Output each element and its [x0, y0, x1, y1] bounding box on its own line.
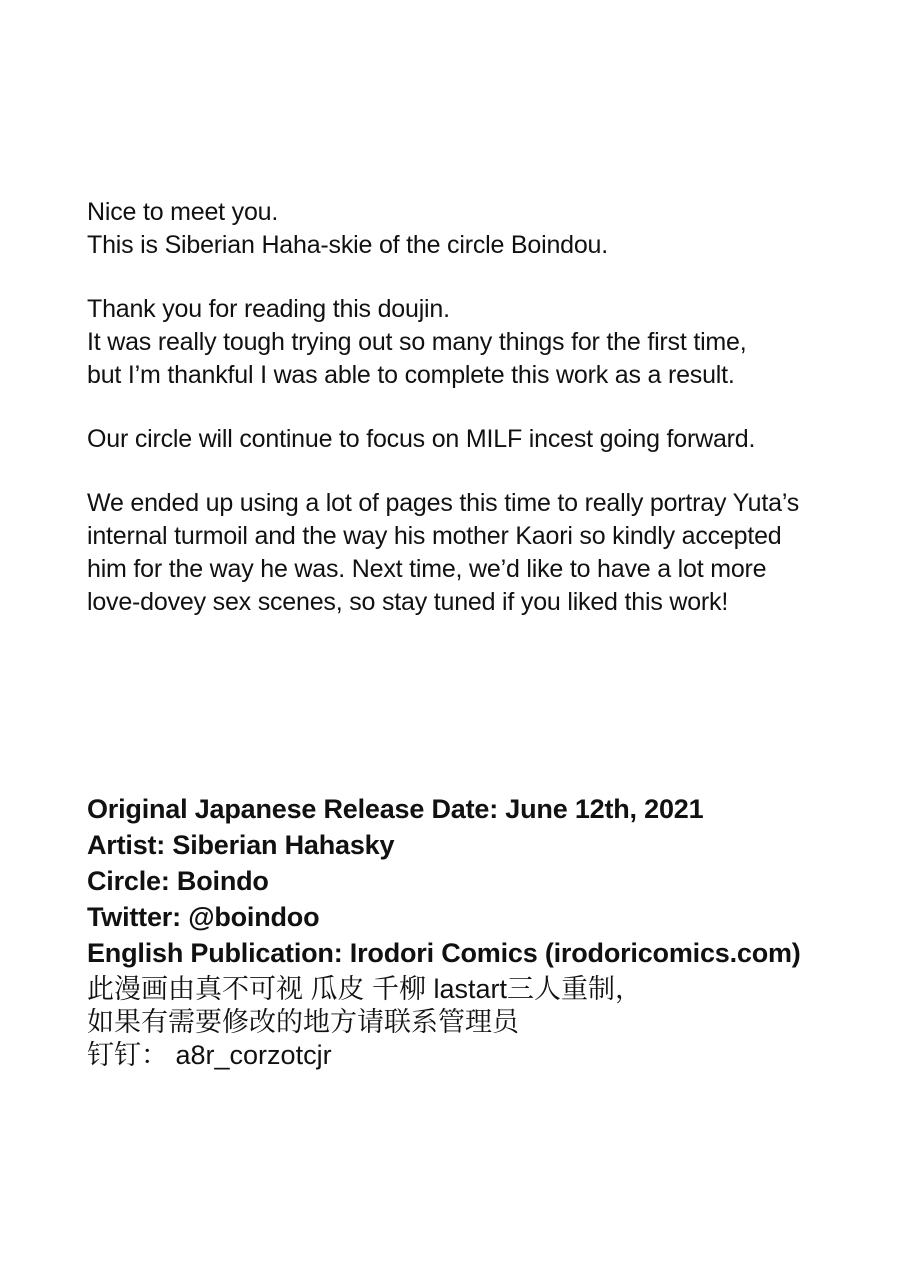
- page-content: [87, 196, 876, 1072]
- afterword-line: but I’m thankful I was able to complete this work as a result.: [87, 361, 735, 389]
- scanlation-dingtalk-id: 钉钉： a8r_corzotcjr: [87, 1040, 332, 1070]
- afterword-line: internal turmoil and the way his mother Kaori so kindly accepted: [87, 522, 782, 550]
- scanlation-remake-note: 此漫画由真不可视 瓜皮 千柳 lastart三人重制，: [87, 974, 643, 1004]
- credits-block: [87, 791, 876, 971]
- credits-publication: English Publication: Irodori Comics (irodoricomics.com): [87, 938, 801, 968]
- afterword-line: him for the way he was. Next time, we’d like to have a lot more: [87, 555, 767, 583]
- credits-release-date: Original Japanese Release Date: June 12th, 2021: [87, 794, 704, 824]
- credits-artist: Artist: Siberian Hahasky: [87, 830, 395, 860]
- afterword-paragraph-greeting: [87, 196, 876, 262]
- afterword-line: It was really tough trying out so many things for the first time,: [87, 328, 747, 356]
- afterword-line: Our circle will continue to focus on MILF incest going forward.: [87, 425, 756, 453]
- scanlation-note-block: [87, 973, 876, 1072]
- afterword-paragraph-thanks: [87, 293, 876, 392]
- afterword-line: love-dovey sex scenes, so stay tuned if you liked this work!: [87, 588, 729, 616]
- credits-circle: Circle: Boindo: [87, 866, 269, 896]
- afterword-paragraph-focus: [87, 423, 876, 456]
- afterword-text: [87, 196, 876, 619]
- afterword-line: We ended up using a lot of pages this time to really portray Yuta’s: [87, 489, 800, 517]
- afterword-line: This is Siberian Haha-skie of the circle Boindou.: [87, 231, 609, 259]
- afterword-paragraph-closing: [87, 487, 876, 619]
- afterword-line: Thank you for reading this doujin.: [87, 295, 450, 323]
- credits-twitter: Twitter: @boindoo: [87, 902, 320, 932]
- scanlation-contact-note: 如果有需要修改的地方请联系管理员: [87, 1007, 519, 1037]
- afterword-line: Nice to meet you.: [87, 198, 279, 226]
